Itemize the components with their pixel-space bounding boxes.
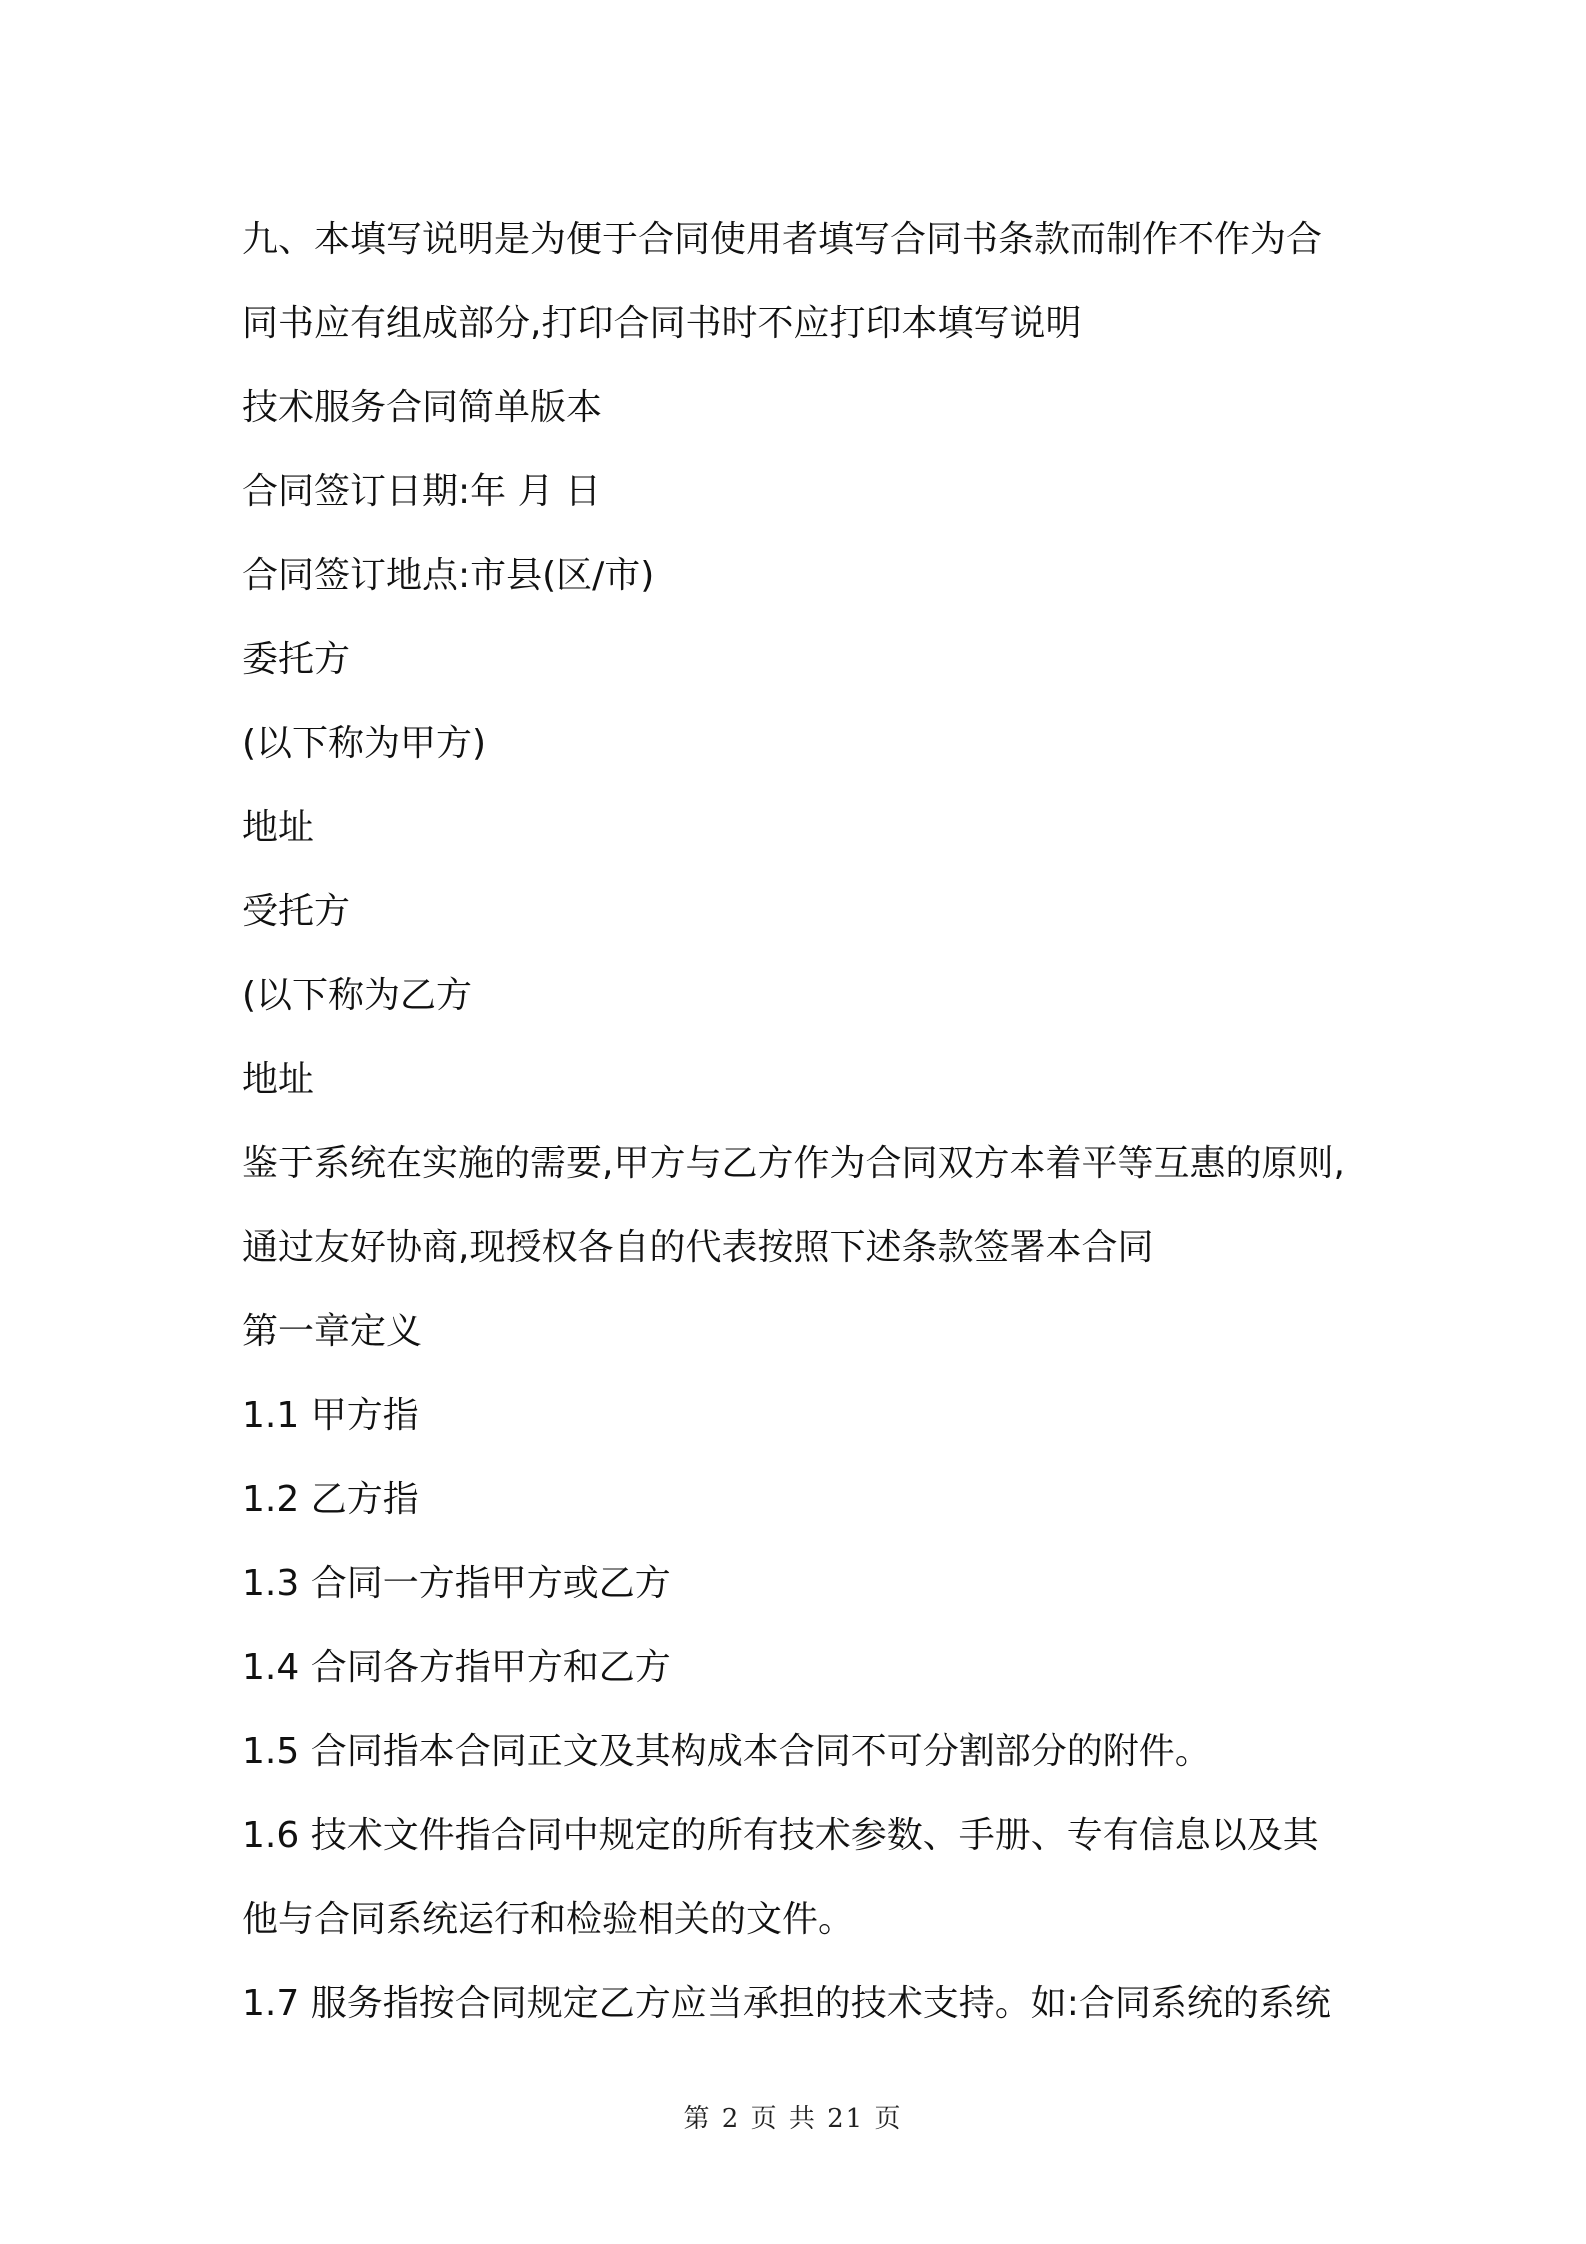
paragraph-instruction-9: 九、本填写说明是为便于合同使用者填写合同书条款而制作不作为合同书应有组成部分,打印合同书时不应打印本填写说明 (242, 219, 1323, 344)
preamble: 鉴于系统在实施的需要,甲方与乙方作为合同双方本着平等互惠的原则,通过友好协商,现授权各自的代表按照下述条款签署本合同 (242, 1143, 1345, 1268)
signing-place: 合同签订地点:市县(区/市) (242, 555, 655, 596)
contractor-address: 地址 (242, 1059, 315, 1100)
clause-1-6: 1.6 技术文件指合同中规定的所有技术参数、手册、专有信息以及其他与合同系统运行和检验相关的文件。 (242, 1815, 1319, 1940)
page-footer: 第 2 页 共 21 页 (683, 2104, 903, 2134)
chapter-heading: 第一章定义 (242, 1311, 423, 1352)
clause-1-7: 1.7 服务指按合同规定乙方应当承担的技术支持。如:合同系统的系统 (242, 1983, 1331, 2024)
clause-1-3: 1.3 合同一方指甲方或乙方 (242, 1563, 671, 1604)
clause-1-4: 1.4 合同各方指甲方和乙方 (242, 1647, 671, 1688)
clause-1-2: 1.2 乙方指 (242, 1479, 419, 1520)
contractor-alias: (以下称为乙方 (242, 975, 473, 1016)
client-address: 地址 (242, 807, 315, 848)
client-alias: (以下称为甲方) (242, 723, 487, 764)
contractor-label: 受托方 (242, 891, 351, 932)
document-body (242, 198, 1352, 2046)
clause-1-1: 1.1 甲方指 (242, 1395, 419, 1436)
client-label: 委托方 (242, 639, 351, 680)
clause-1-5: 1.5 合同指本合同正文及其构成本合同不可分割部分的附件。 (242, 1731, 1211, 1772)
contract-title: 技术服务合同简单版本 (242, 387, 603, 428)
signing-date: 合同签订日期:年 月 日 (242, 471, 602, 512)
